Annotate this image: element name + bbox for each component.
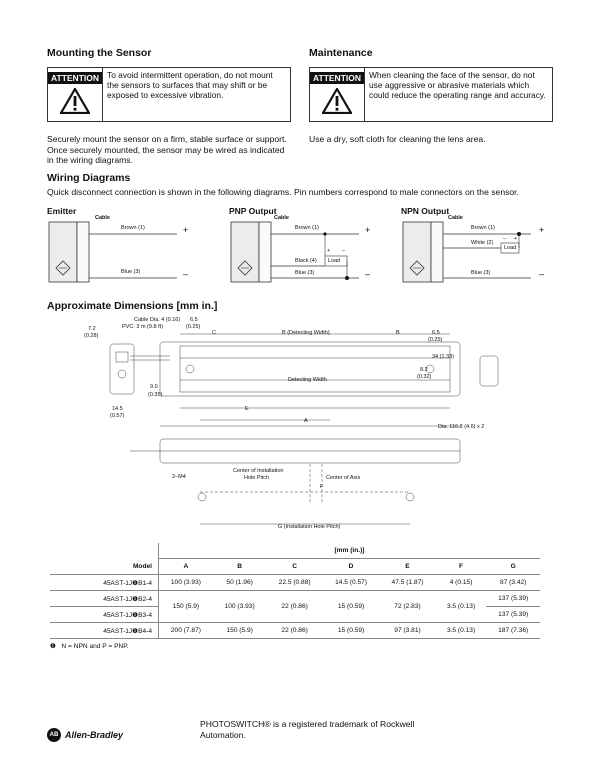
dim-center-axis: Center of Axis <box>326 475 361 481</box>
dim-cable-dia: Cable Dia. 4 (0.16) <box>134 317 181 323</box>
emitter-wire-blue: Blue (3) <box>121 269 141 275</box>
dim-b-detecting: B (Detecting Width) <box>282 330 330 336</box>
col-b: B <box>213 559 267 575</box>
npn-minus: – <box>539 269 545 279</box>
dimension-drawing <box>60 314 540 534</box>
col-g: G <box>486 559 540 575</box>
dim-14-5-in: (0.57) <box>110 413 125 419</box>
footnote-text: N = NPN and P = PNP. <box>61 643 129 650</box>
dim-7-2: 7.2 <box>88 326 96 332</box>
pnp-diagram <box>229 206 389 286</box>
col-model: Model <box>50 559 159 575</box>
attention-label: ATTENTION <box>310 72 364 84</box>
dim-2-m4: 2–M4 <box>172 474 186 480</box>
npn-wire-brown: Brown (1) <box>471 225 495 231</box>
npn-title: NPN Output <box>401 206 450 216</box>
dimensions-table-wrap <box>50 543 540 650</box>
pnp-wire-brown: Brown (1) <box>295 225 319 231</box>
maintenance-section <box>309 47 553 145</box>
emitter-diagram <box>47 206 207 286</box>
warning-icon <box>322 88 352 114</box>
mounting-section <box>47 47 291 166</box>
dim-14-5: 14.5 <box>112 406 123 412</box>
emitter-wire-brown: Brown (1) <box>121 225 145 231</box>
dim-a: A <box>304 418 308 424</box>
maintenance-warning-text: When cleaning the face of the sensor, do not use aggressive or abrasive materials which could reduce the operating range and accuracy. <box>369 70 546 100</box>
dim-dia: Dia. 116.8 (4.6) x 2 <box>438 424 485 430</box>
pnp-wire-black: Black (4) <box>295 258 317 264</box>
col-c: C <box>266 559 322 575</box>
npn-load-plus: + <box>514 236 518 242</box>
table-row: 45AST-1J❶B4-4 200 (7.87) 150 (5.9) 22 (0.86) 15 (0.59) 97 (3.81) 3.5 (0.13) 187 (7.36) <box>50 623 540 639</box>
pnp-minus: – <box>365 269 371 279</box>
table-row: 45AST-1J❶B1-4 100 (3.93) 50 (1.96) 22.5 (0.88) 14.5 (0.57) 47.5 (1.87) 4 (0.15) 87 (3.42) <box>50 575 540 591</box>
allen-bradley-logo <box>47 728 123 742</box>
pnp-load-minus: – <box>342 248 346 254</box>
dim-f: F <box>320 484 324 490</box>
dimensions-table <box>50 543 540 639</box>
mounting-attention-box <box>47 67 291 122</box>
dim-center-install: Center of Installation <box>233 468 284 474</box>
npn-cable-label: Cable <box>448 215 463 221</box>
wiring-intro: Quick disconnect connection is shown in the following diagrams. Pin numbers correspond to male connectors on the sensor. <box>47 187 519 197</box>
npn-wire-blue: Blue (3) <box>471 270 491 276</box>
pnp-title: PNP Output <box>229 206 277 216</box>
mounting-body: Securely mount the sensor on a firm, stable surface or support. Once securely mounted, the sensor may be wired as indicated in the wiring diagrams. <box>47 134 287 166</box>
npn-load: Load <box>504 245 517 251</box>
dim-c: C <box>212 330 216 336</box>
dim-6-5-b: 6.5 <box>432 330 440 336</box>
npn-diagram <box>401 206 561 286</box>
dim-9-0-in: (0.35) <box>148 392 163 398</box>
pnp-plus: + <box>365 225 371 235</box>
col-d: D <box>323 559 379 575</box>
dim-6-5-a-in: (0.25) <box>186 324 201 330</box>
mounting-warning-text: To avoid intermittent operation, do not mount the sensors to surfaces that may shift or be exposed to excessive vibration. <box>107 70 273 100</box>
table-row: 45AST-1J❶B3-4 137 (5.39) <box>50 607 540 623</box>
dim-e: E <box>245 406 249 412</box>
dim-6-5-b-in: (0.25) <box>428 337 443 343</box>
npn-plus: + <box>539 225 545 235</box>
warning-icon <box>60 88 90 114</box>
dim-34: 34 (1.33) <box>432 354 455 360</box>
dim-8-2: 8.2 <box>420 367 428 373</box>
dimensions-title: Approximate Dimensions [mm in.] <box>47 300 218 312</box>
dim-hole-pitch: Hole Pitch <box>244 475 270 481</box>
col-f: F <box>436 559 487 575</box>
col-e: E <box>379 559 435 575</box>
pnp-wire-blue: Blue (3) <box>295 270 315 276</box>
emitter-plus: + <box>183 225 189 235</box>
footnote-mark: ❶ <box>50 643 56 650</box>
pnp-load-plus: + <box>327 248 331 254</box>
dim-6-5-a: 6.5 <box>190 317 198 323</box>
pnp-load: Load <box>328 258 341 264</box>
table-footnote <box>50 642 540 650</box>
attention-label: ATTENTION <box>48 72 102 84</box>
emitter-title: Emitter <box>47 206 77 216</box>
dim-detecting-width: Detecting Width <box>288 377 327 383</box>
table-row: 45AST-1J❶B2-4 150 (5.9) 100 (3.93) 22 (0.86) 15 (0.59) 72 (2.83) 3.5 (0.13) 137 (5.39) <box>50 591 540 607</box>
trademark-notice: PHOTOSWITCH® is a registered trademark of Rockwell Automation. <box>200 719 415 740</box>
maintenance-attention-box <box>309 67 553 122</box>
dim-b: B <box>396 330 400 336</box>
maintenance-body: Use a dry, soft cloth for cleaning the lens area. <box>309 134 486 144</box>
npn-load-minus: – <box>503 236 507 242</box>
pnp-cable-label: Cable <box>274 215 289 221</box>
logo-text: Allen-Bradley <box>65 730 124 740</box>
mounting-title: Mounting the Sensor <box>47 47 152 59</box>
dim-7-2-in: (0.28) <box>84 333 99 339</box>
emitter-cable-label: Cable <box>95 215 110 221</box>
dim-g: G (Installation Hole Pitch) <box>278 524 341 530</box>
emitter-minus: – <box>183 269 189 279</box>
ab-logo-icon: AB <box>47 728 61 742</box>
dim-9-0: 9.0 <box>150 384 158 390</box>
table-group-header: [mm (in.)] <box>159 543 541 559</box>
npn-wire-white: White (2) <box>471 240 494 246</box>
col-a: A <box>159 559 213 575</box>
wiring-title: Wiring Diagrams <box>47 172 131 184</box>
dim-8-2-in: (0.32) <box>417 374 432 380</box>
maintenance-title: Maintenance <box>309 47 373 59</box>
dim-cable-pvc: PVC: 3 m (9.8 ft) <box>122 324 163 330</box>
